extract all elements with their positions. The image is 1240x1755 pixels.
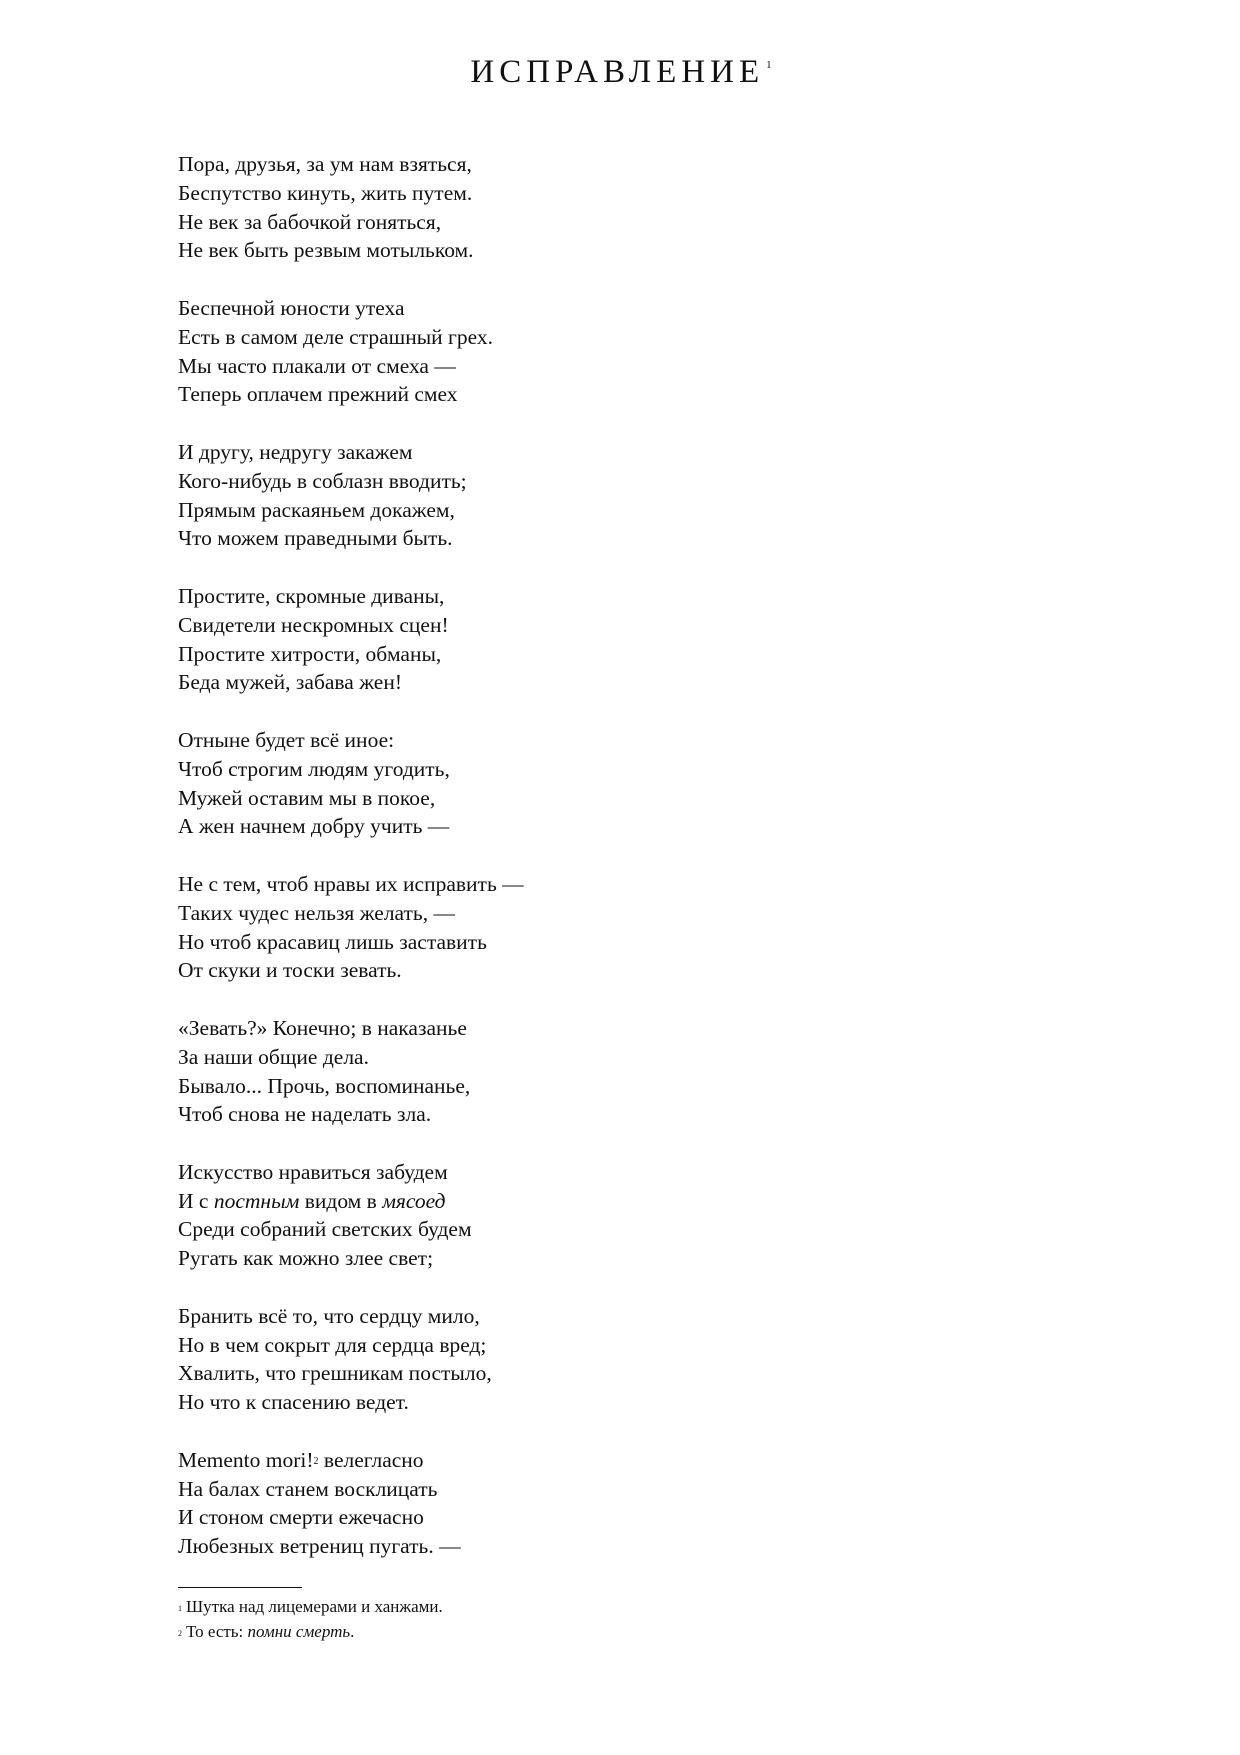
stanza-5 <box>178 726 878 841</box>
poem-line: Не век за бабочкой гоняться, <box>178 209 442 234</box>
stanza-7 <box>178 1014 878 1129</box>
poem-line: От скуки и тоски зевать. <box>178 958 402 983</box>
footnote-mark: 1 <box>178 1604 182 1613</box>
poem-line: Но что к спасению ведет. <box>178 1390 409 1415</box>
poem-line: Но в чем сокрыт для сердца вред; <box>178 1332 487 1357</box>
poem-body <box>178 150 878 1561</box>
poem-line: Чтоб строгим людям угодить, <box>178 756 450 781</box>
poem-line: Хвалить, что грешникам постыло, <box>178 1361 492 1386</box>
footnote-emphasis: помни смерть <box>247 1622 351 1641</box>
poem-line: Но чтоб красавиц лишь заставить <box>178 929 487 954</box>
stanza-4 <box>178 582 878 697</box>
poem-line: На балах станем восклицать <box>178 1476 438 1501</box>
poem-title <box>0 56 1240 89</box>
italic-word-myasoed: мясоед <box>382 1188 446 1213</box>
stanza-3 <box>178 438 878 553</box>
line-text: И с <box>178 1188 214 1213</box>
poem-line: Любезных ветрениц пугать. — <box>178 1534 461 1559</box>
poem-line: Не век быть резвым мотыльком. <box>178 238 474 263</box>
stanza-10 <box>178 1446 878 1561</box>
poem-line: Искусство нравиться забудем <box>178 1159 448 1184</box>
stanza-8 <box>178 1158 878 1273</box>
poem-line: И другу, недругу закажем <box>178 439 413 464</box>
poem-line: Пора, друзья, за ум нам взяться, <box>178 152 472 176</box>
poem-line: Среди собраний светских будем <box>178 1217 472 1242</box>
stanza-1 <box>178 150 878 265</box>
poem-line: Бранить всё то, что сердцу мило, <box>178 1303 480 1328</box>
line-text: Memento mori! <box>178 1447 314 1472</box>
poem-line: Беспечной юности утеха <box>178 295 405 320</box>
poem-line: Таких чудес нельзя желать, — <box>178 900 455 925</box>
poem-line: Кого-нибудь в соблазн вводить; <box>178 468 467 493</box>
poem-line: Простите, скромные диваны, <box>178 583 445 608</box>
footnote-text: То есть: <box>186 1622 248 1641</box>
poem-line: Не с тем, чтоб нравы их исправить — <box>178 871 524 896</box>
poem-line: Что можем праведными быть. <box>178 526 453 551</box>
poem-line: Простите хитрости, обманы, <box>178 641 442 666</box>
poem-line: Чтоб снова не наделать зла. <box>178 1102 432 1127</box>
footnote-1 <box>178 1594 778 1619</box>
footnote-text: . <box>350 1622 355 1641</box>
poem-line: И стоном смерти ежечасно <box>178 1505 424 1530</box>
poem-line: А жен начнем добру учить — <box>178 814 450 839</box>
poem-line: Беспутство кинуть, жить путем. <box>178 180 473 205</box>
poem-line: Отныне будет всё иное: <box>178 727 395 752</box>
footnote-divider <box>178 1587 302 1588</box>
poem-line: Свидетели нескромных сцен! <box>178 612 449 637</box>
line-text: видом в <box>299 1188 383 1213</box>
poem-line: Мы часто плакали от смеха — <box>178 353 456 378</box>
footnotes <box>178 1587 778 1644</box>
footnote-2 <box>178 1619 778 1644</box>
title-footnote-mark: 1 <box>766 59 772 71</box>
poem-line: Беда мужей, забава жен! <box>178 670 402 695</box>
footnote-mark: 2 <box>178 1629 182 1638</box>
italic-word-postnym: постным <box>213 1188 300 1213</box>
line-text: велегласно <box>318 1447 424 1472</box>
poem-line: Мужей оставим мы в покое, <box>178 785 436 810</box>
footnote-mark: 2 <box>313 1455 319 1467</box>
stanza-6 <box>178 870 878 985</box>
poem-line-with-italics <box>178 1187 878 1216</box>
footnote-text: Шутка над лицемерами и ханжами. <box>186 1597 443 1616</box>
poem-line: Ругать как можно злее свет; <box>178 1246 434 1271</box>
poem-line: Бывало... Прочь, воспоминанье, <box>178 1073 471 1098</box>
stanza-9 <box>178 1302 878 1417</box>
poem-line: За наши общие дела. <box>178 1044 369 1069</box>
poem-line-with-footnote <box>178 1446 878 1475</box>
poem-line: Теперь оплачем прежний смех <box>178 382 458 407</box>
stanza-2 <box>178 294 878 409</box>
poem-line: «Зевать?» Конечно; в наказанье <box>178 1015 467 1040</box>
poem-title-text: ИСПРАВЛЕНИЕ <box>470 54 765 90</box>
poem-line: Прямым раскаяньем докажем, <box>178 497 455 522</box>
poem-line: Есть в самом деле страшный грех. <box>178 324 494 349</box>
